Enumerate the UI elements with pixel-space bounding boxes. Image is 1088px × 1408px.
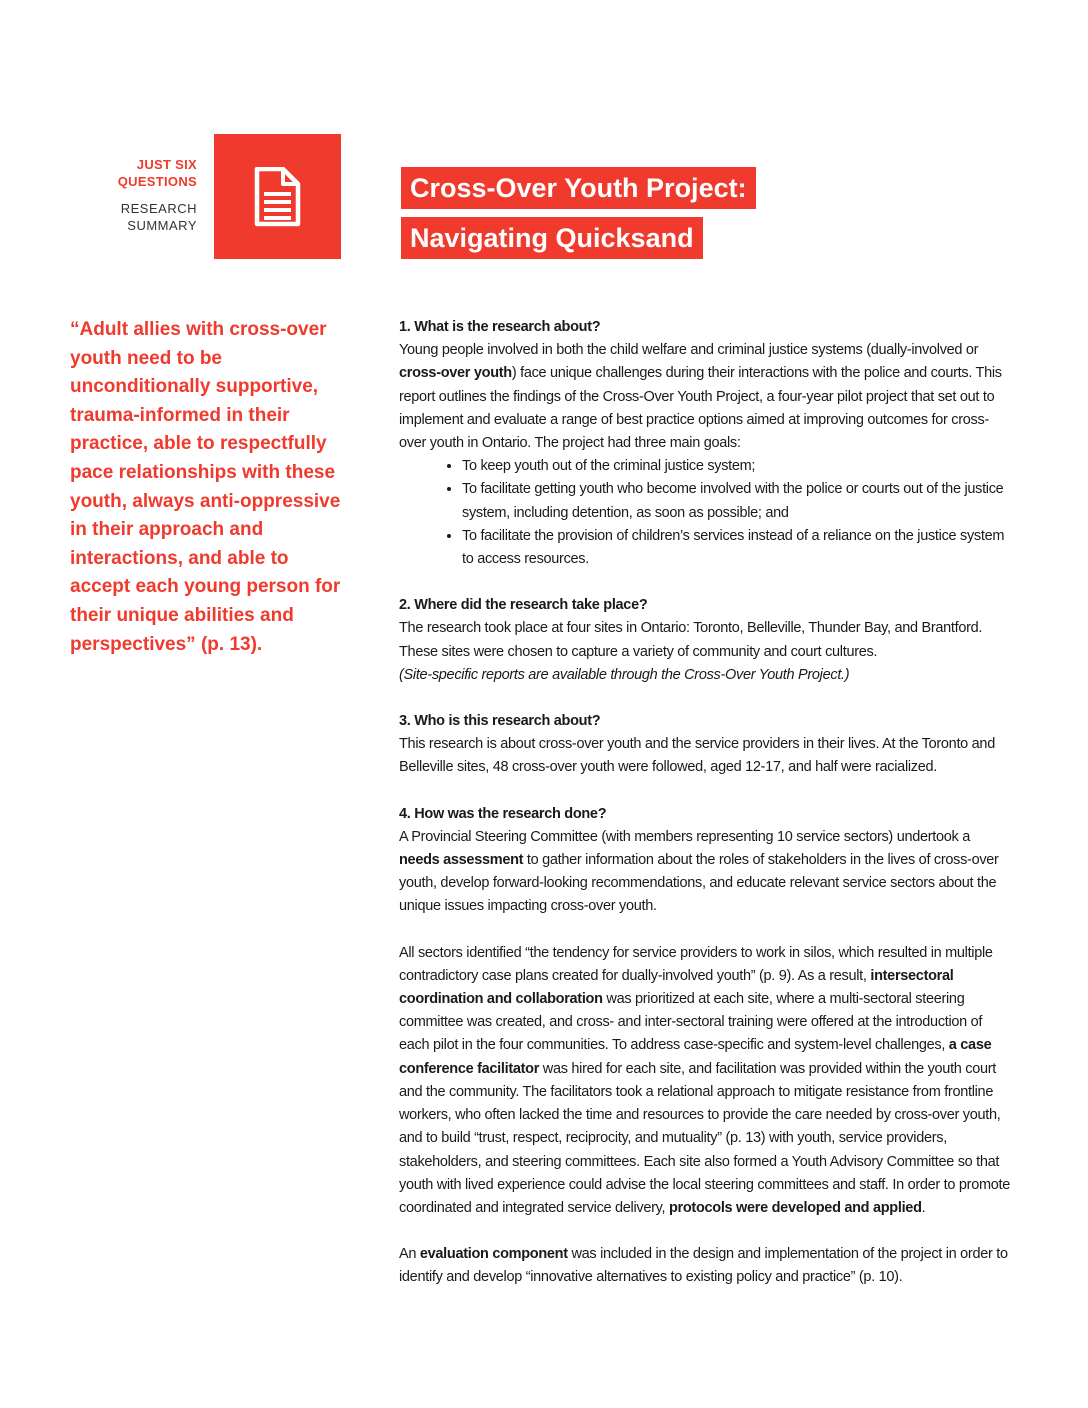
series-brand: JUST SIX QUESTIONS	[117, 157, 197, 189]
section-paragraph: The research took place at four sites in Ontario: Toronto, Belleville, Thunder Bay, and Brantford. These sites were chosen to capture a variety of community and court cultures.	[399, 620, 983, 660]
section-paragraph: All sectors identified “the tendency for service providers to work in silos, which resulted in multiple contradictory case plans created for dually-involved youth” (p. 9). As a result, intersectoral coordination and collaboration was prioritized at each site, where a multi-sectoral steering committee was created, and cross- and inter-sectoral training were offered at the introduction of each pilot in the four communities. To address case-specific and system-level challenges, a case conference facilitator was hired for each site, and facilitation was provided within the youth court and the community. The facilitators took a relational approach to mitigate resistance from frontline workers, who often lacked the time and resources to provide the care needed by cross-over youth, and to build “trust, respect, reciprocity, and mutuality” (p. 13) with youth, service providers, stakeholders, and steering committees. Each site also formed a Youth Advisory Committee so that youth with lived experience could advise the local steering committees and staff. In order to promote coordinated and integrated service delivery, protocols were developed and applied.	[399, 944, 1011, 1216]
title-line-2: Navigating Quicksand	[401, 217, 703, 259]
list-item: • To facilitate getting youth who become involved with the police or courts out of the justice system, including detention, as soon as possible; and	[462, 478, 1011, 524]
section-paragraph: A Provincial Steering Committee (with members representing 10 service sectors) undertook a needs assessment to gather information about the roles of stakeholders in the lives of cross-over youth, develop forward-looking recommendations, and educate relevant service sectors about the unique issues impacting cross-over youth.	[399, 828, 999, 915]
document-icon	[253, 167, 301, 227]
series-kind: RESEARCH SUMMARY	[120, 201, 197, 233]
series-label	[80, 156, 197, 234]
section-paragraph: Young people involved in both the child welfare and criminal justice systems (dually-involved or cross-over youth) face unique challenges during their interactions with the police and courts. This report outlines the findings of the Cross-Over Youth Project, a four-year pilot project that set out to implement and evaluate a range of best practice options aimed at improving outcomes for cross-over youth in Ontario. The project had three main goals:	[399, 342, 1002, 452]
section-paragraph: An evaluation component was included in the design and implementation of the project in order to identify and develop “innovative alternatives to existing policy and practice” (p. 10).	[399, 1246, 1008, 1286]
document-icon-box	[214, 134, 341, 259]
list-item: • To facilitate the provision of children’s services instead of a reliance on the justice system to access resources.	[462, 525, 1011, 571]
section-heading: 4. How was the research done?	[399, 805, 607, 822]
list-item: • To keep youth out of the criminal justice system;	[462, 455, 1011, 478]
pull-quote: “Adult allies with cross-over youth need to be unconditionally supportive, trauma-informed in their practice, able to respectfully pace relationships with these youth, always anti-oppressive in their approach and interactions, and able to accept each young person for their unique abilities and perspectives” (p. 13).	[70, 319, 341, 655]
title-line-1: Cross-Over Youth Project:	[401, 167, 756, 209]
main-content	[399, 316, 1011, 1313]
section-4	[399, 803, 1011, 1290]
section-2	[399, 594, 1011, 687]
goals-list	[399, 455, 1011, 571]
section-1	[399, 316, 1011, 571]
site-reports-note: (Site-specific reports are available through the Cross-Over Youth Project.)	[399, 666, 850, 683]
section-heading: 3. Who is this research about?	[399, 713, 601, 730]
section-heading: 1. What is the research about?	[399, 319, 601, 335]
section-paragraph: This research is about cross-over youth and the service providers in their lives. At the Toronto and Belleville sites, 48 cross-over youth were followed, aged 12-17, and half were racialized.	[399, 736, 995, 776]
section-heading: 2. Where did the research take place?	[399, 597, 648, 614]
section-3	[399, 710, 1011, 780]
